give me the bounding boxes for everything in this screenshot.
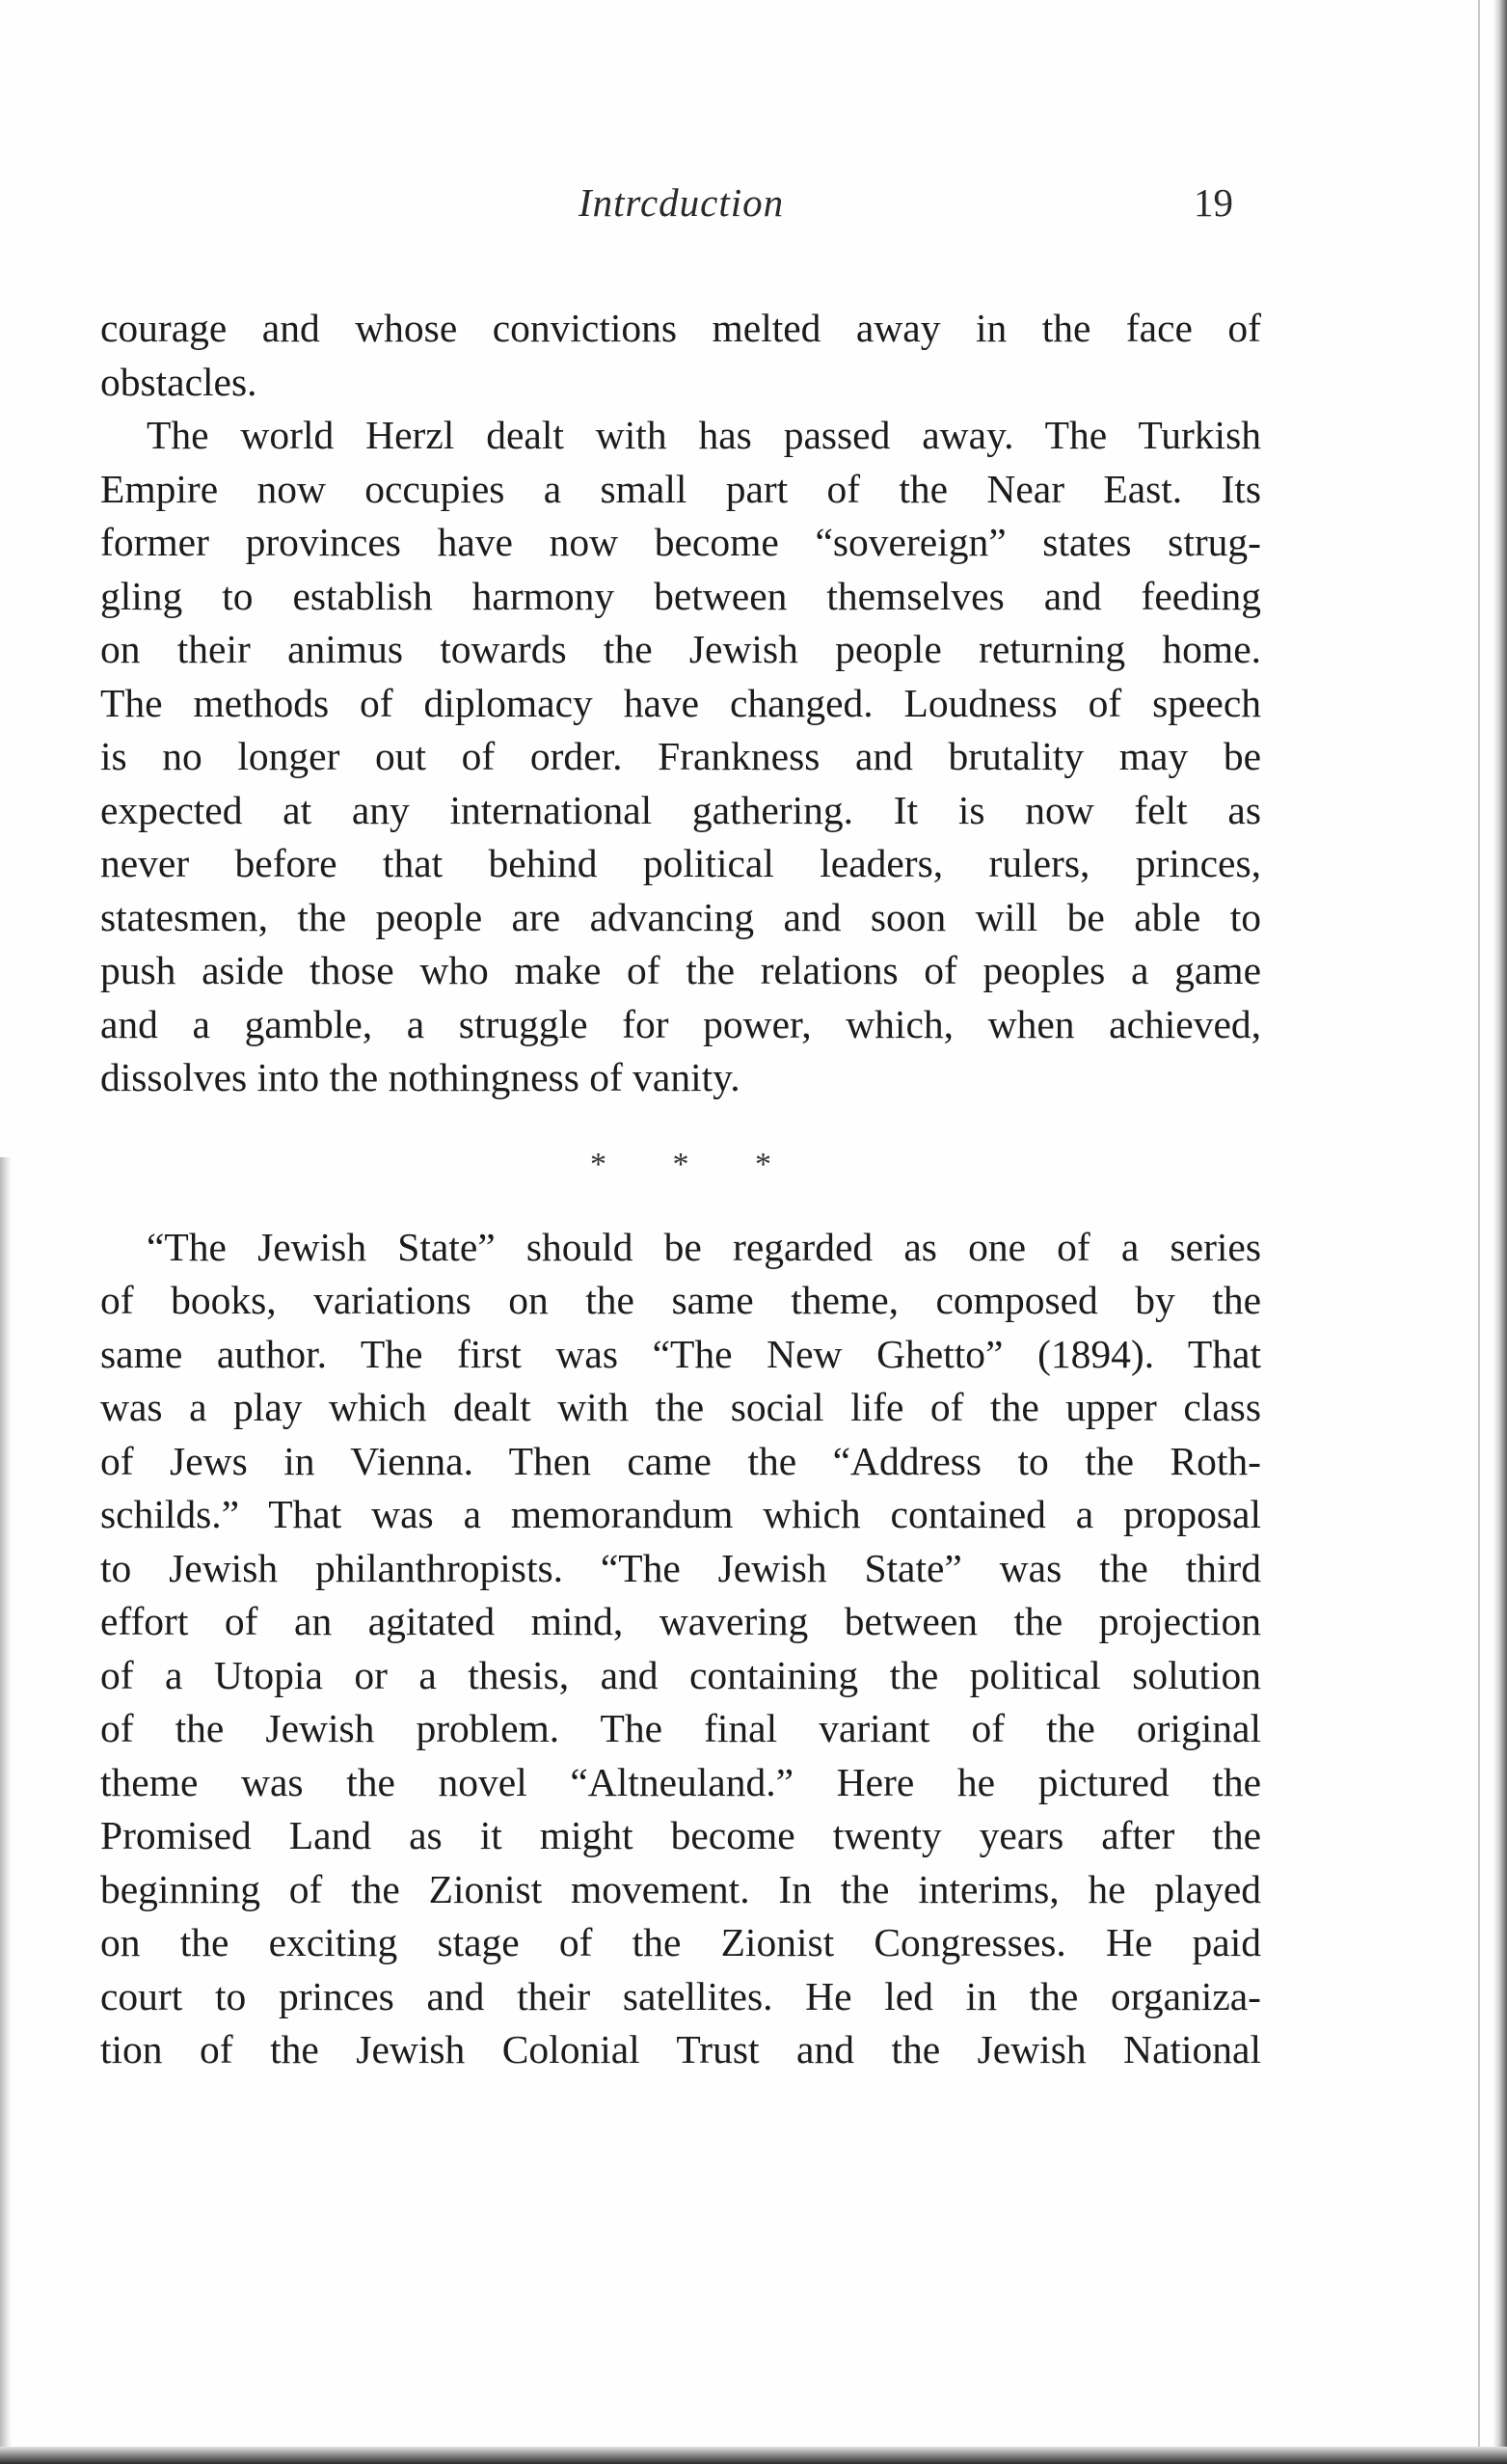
text-line: of the Jewish problem. The final variant of the original — [100, 1706, 1261, 1750]
binding-shadow — [0, 1157, 12, 2464]
page-edge-bottom — [0, 2447, 1507, 2464]
text-line: gling to establish harmony between themselves and feeding — [100, 573, 1261, 618]
text-line: “The Jewish State” should be regarded as one of a series — [147, 1224, 1261, 1269]
text-line: of Jews in Vienna. Then came the “Address to the Roth- — [100, 1438, 1261, 1483]
text-line: expected at any international gathering. It is now felt as — [100, 787, 1261, 832]
text-line: Promised Land as it might become twenty years after the — [100, 1813, 1261, 1857]
body-text — [100, 302, 1261, 2077]
text-line: effort of an agitated mind, wavering between the projection — [100, 1599, 1261, 1643]
text-line: schilds.” That was a memorandum which contained a proposal — [100, 1492, 1261, 1536]
text-line: to Jewish philanthropists. “The Jewish State” was the third — [100, 1545, 1261, 1590]
text-line: Empire now occupies a small part of the Near East. Its — [100, 466, 1261, 511]
page-number: 19 — [1194, 180, 1233, 225]
text-line: same author. The first was “The New Ghetto” (1894). That — [100, 1331, 1261, 1376]
text-line: The world Herzl dealt with has passed away. The Turkish — [147, 413, 1261, 457]
text-line: on the exciting stage of the Zionist Congresses. He paid — [100, 1920, 1261, 1964]
text-line: was a play which dealt with the social life of the upper class — [100, 1385, 1261, 1429]
text-line: court to princes and their satellites. He led in the organiza- — [100, 1973, 1261, 2018]
page-edge-line — [1478, 0, 1480, 2464]
page-edge-right — [1494, 0, 1507, 2464]
text-line: and a gamble, a struggle for power, which, when achieved, — [100, 1001, 1261, 1046]
text-line: on their animus towards the Jewish people returning home. — [100, 627, 1261, 671]
text-line: is no longer out of order. Frankness and brutality may be — [100, 734, 1261, 778]
text-line: courage and whose convictions melted away in the face of — [100, 306, 1261, 350]
text-line: dissolves into the nothingness of vanity. — [100, 1055, 740, 1099]
paragraph-gap — [100, 1205, 1261, 1221]
text-line: former provinces have now become “sovereign” states strug- — [100, 520, 1261, 564]
text-line: theme was the novel “Altneuland.” Here he pictured the — [100, 1759, 1261, 1804]
text-line: beginning of the Zionist movement. In the interims, he played — [100, 1866, 1261, 1911]
text-line: statesmen, the people are advancing and soon will be able to — [100, 894, 1261, 939]
text-line: never before that behind political leaders, rulers, princes, — [100, 841, 1261, 885]
running-head — [0, 179, 1507, 237]
text-line: The methods of diplomacy have changed. Loudness of speech — [100, 680, 1261, 725]
section-break-asterisks: * * * — [590, 1146, 800, 1182]
text-line: push aside those who make of the relations of peoples a game — [100, 948, 1261, 992]
text-line: of a Utopia or a thesis, and containing the political solution — [100, 1652, 1261, 1697]
text-line: of books, variations on the same theme, composed by the — [100, 1278, 1261, 1322]
running-title: Intrcduction — [579, 180, 785, 225]
text-line: obstacles. — [100, 359, 257, 404]
text-line: tion of the Jewish Colonial Trust and the Jewish National — [100, 2027, 1261, 2071]
